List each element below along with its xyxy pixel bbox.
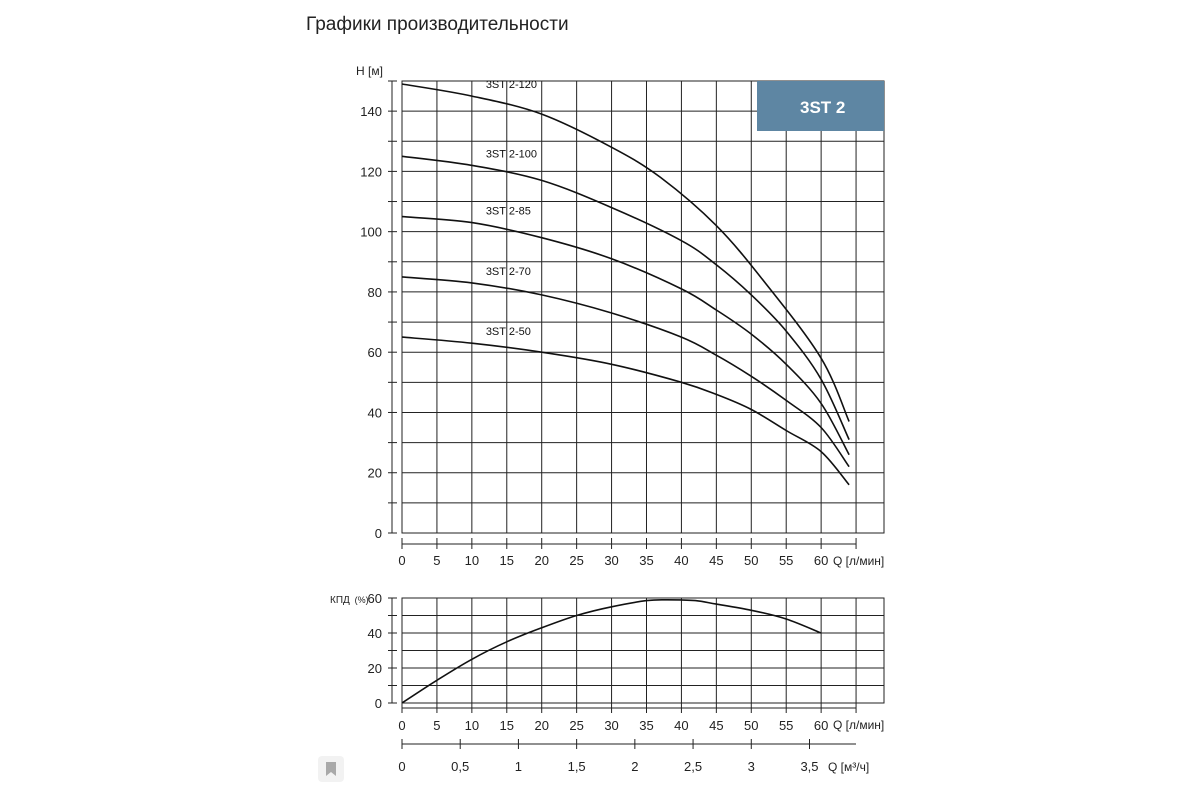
head-y-tick-label: 80 [367,284,382,300]
head-x-tick-label: 30 [604,553,619,568]
page-title: Графики производительности [306,14,569,35]
efficiency-x-tick-label: 50 [744,718,759,733]
head-y-tick-label: 60 [367,345,382,361]
head-x-tick-label: 55 [778,553,794,568]
head-y-tick-label: 0 [374,526,382,541]
efficiency-x-tick-label: 20 [534,718,549,733]
head-curve-3st-2-85 [402,217,849,455]
head-x-tick-label: 40 [674,553,689,568]
efficiency-y-tick-label: 40 [367,626,382,641]
efficiency-x-tick-label: 45 [709,718,724,733]
head-y-axis-label: H [м] [356,64,383,78]
efficiency-x-tick-label: 5 [433,718,441,733]
efficiency-y-tick-label: 20 [367,661,382,676]
efficiency-x-axis-label: Q [л/мин] [833,718,885,732]
secondary-x-tick-label: 1 [514,759,523,774]
head-x-tick-label: 10 [464,553,480,568]
head-y-tick-label: 140 [360,104,382,120]
head-y-ticks [360,81,397,541]
efficiency-x-tick-label: 55 [778,718,794,733]
efficiency-x-tick-label: 25 [569,718,584,733]
head-x-tick-label: 5 [433,553,441,568]
head-y-tick-label: 40 [367,405,382,421]
head-series-label: 3ST 2-100 [485,148,537,161]
bookmark-icon[interactable] [318,756,344,782]
head-x-tick-label: 25 [569,553,584,568]
head-series-label: 3ST 2-70 [485,265,531,278]
head-x-tick-label: 50 [744,553,759,568]
efficiency-x-tick-label: 15 [499,718,515,733]
efficiency-x-tick-label: 0 [398,718,406,733]
secondary-x-tick-label: 2 [631,759,639,774]
head-plot-frame [402,81,884,533]
secondary-x-tick-label: 1,5 [567,759,586,774]
head-x-tick-label: 20 [534,553,549,568]
head-x-tick-label: 0 [398,553,406,568]
efficiency-x-tick-label: 10 [464,718,480,733]
model-badge-label: 3ST 2 [800,98,846,117]
efficiency-y-ticks [368,591,397,711]
head-curve-3st-2-120 [402,84,849,422]
head-grid [402,81,884,533]
head-x-tick-label: 60 [813,553,829,568]
secondary-x-tick-label: 0 [398,759,406,774]
head-x-ticks [398,538,856,568]
efficiency-y-axis-label [330,595,369,606]
head-series-label: 3ST 2-85 [485,205,531,218]
secondary-x-tick-label: 3,5 [800,759,819,774]
secondary-x-tick-label: 2,5 [684,759,703,774]
head-series-labels [486,79,537,338]
head-series-label: 3ST 2-50 [485,326,531,339]
efficiency-x-tick-label: 30 [604,718,619,733]
efficiency-grid [402,598,884,703]
head-flow-chart [356,64,884,568]
head-x-tick-label: 35 [639,553,654,568]
efficiency-y-tick-label: 60 [367,591,382,606]
head-y-tick-label: 100 [360,224,382,240]
head-curves [402,84,849,485]
secondary-flow-axis [398,739,856,774]
secondary-x-axis-label: Q [м³/ч] [828,760,870,774]
efficiency-chart [330,591,884,774]
efficiency-y-tick-label: 0 [374,696,382,711]
head-y-tick-label: 120 [360,164,382,180]
efficiency-y-axis-main: КПД [330,595,350,606]
secondary-x-tick-label: 3 [747,759,755,774]
head-y-tick-label: 20 [367,465,382,481]
efficiency-x-tick-label: 40 [674,718,689,733]
efficiency-y-axis-unit: (%) [354,595,369,605]
efficiency-x-tick-label: 60 [813,718,829,733]
head-x-axis-label: Q [л/мин] [833,554,885,568]
efficiency-x-tick-label: 35 [639,718,654,733]
head-x-tick-label: 15 [499,553,515,568]
secondary-x-tick-label: 0,5 [451,759,470,774]
head-x-tick-label: 45 [709,553,724,568]
efficiency-x-ticks [398,703,856,733]
head-series-label: 3ST 2-120 [485,79,537,92]
